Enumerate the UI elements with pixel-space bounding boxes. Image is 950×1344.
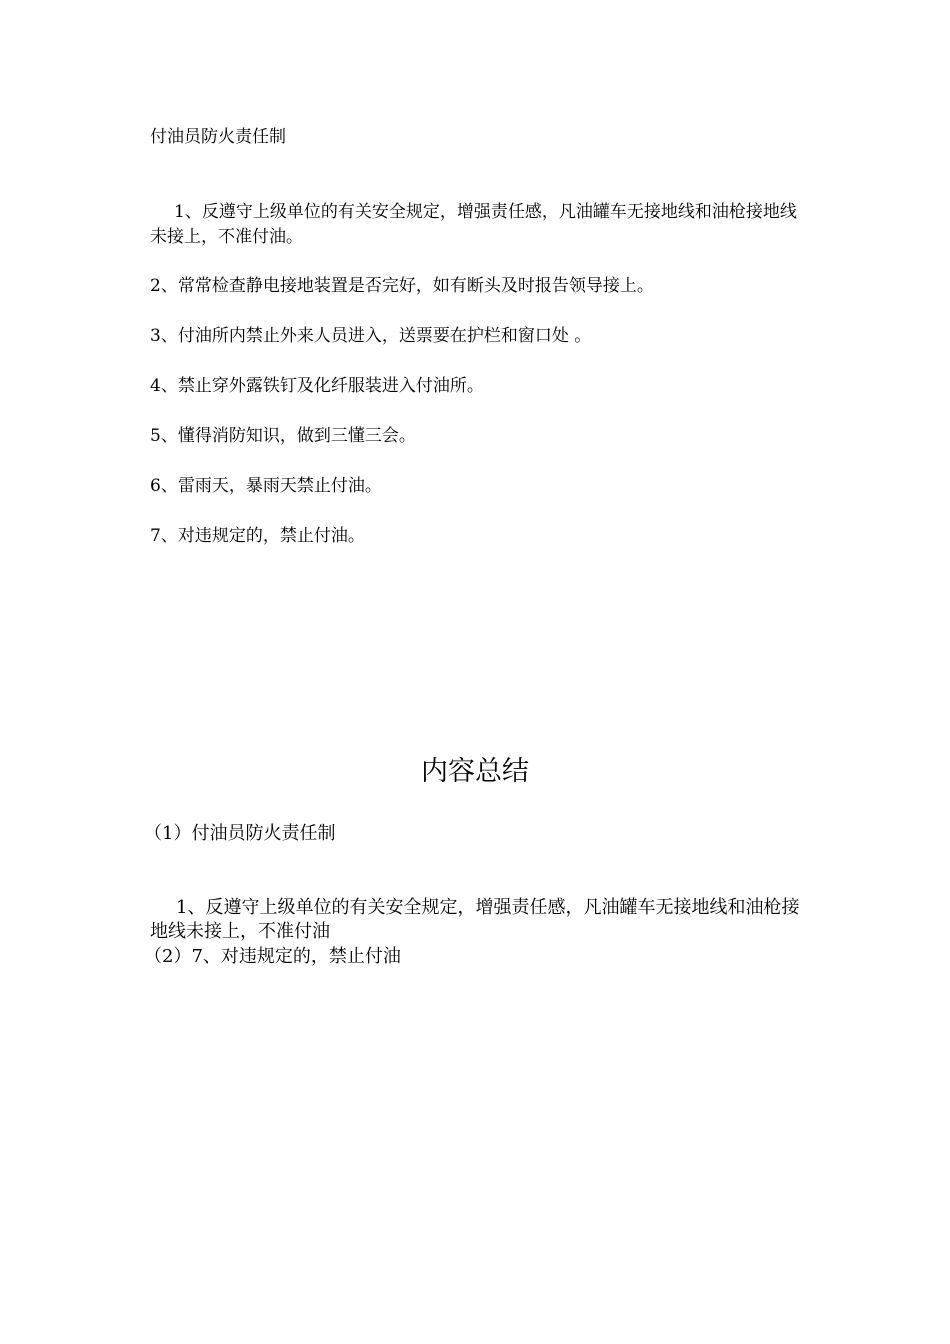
rule-7: 7、对违规定的，禁止付油。 xyxy=(150,526,365,546)
summary-item-1: （1）付油员防火责任制 xyxy=(144,823,336,844)
document-title: 付油员防火责任制 xyxy=(150,127,286,147)
summary-heading: 内容总结 xyxy=(421,756,529,787)
summary-item-2: （2）7、对违规定的，禁止付油 xyxy=(144,946,401,967)
rule-6: 6、雷雨天，暴雨天禁止付油。 xyxy=(150,476,382,496)
rule-5: 5、懂得消防知识，做到三懂三会。 xyxy=(150,426,416,446)
summary-item-1-detail: 1、反遵守上级单位的有关安全规定，增强责任感，凡油罐车无接地线和油枪接地线未接上，不准付油 xyxy=(150,897,800,942)
rule-1: 1、反遵守上级单位的有关安全规定，增强责任感，凡油罐车无接地线和油枪接地线未接上，不准付油。 xyxy=(150,202,797,247)
rule-4: 4、禁止穿外露铁钉及化纤服装进入付油所。 xyxy=(150,376,484,396)
rule-3: 3、付油所内禁止外来人员进入，送票要在护栏和窗口处 。 xyxy=(150,326,592,346)
rule-2: 2、常常检查静电接地装置是否完好，如有断头及时报告领导接上。 xyxy=(150,276,654,296)
